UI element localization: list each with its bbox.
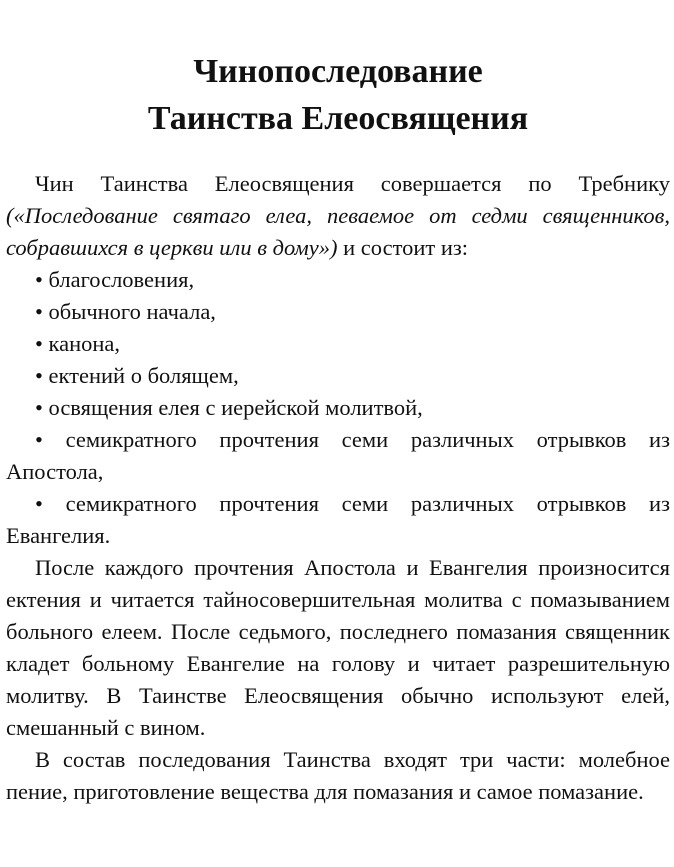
- list-item: • благословения,: [35, 267, 195, 292]
- title-line-1: Чинопоследование: [193, 53, 483, 90]
- list-item: • семикратного прочтения семи различных отрывков из Евангелия.: [6, 491, 670, 548]
- intro-text: Чин Таинства Елеосвящения совершается по Требнику: [35, 171, 670, 196]
- intro-paragraph: [6, 168, 670, 264]
- body-paragraph: В состав последования Таинства входят три части: молебное пение, приготовление вещества для помазания и самое помазание.: [6, 747, 670, 804]
- list-item: • канона,: [35, 331, 121, 356]
- list-item: • ектений о болящем,: [35, 363, 239, 388]
- body-paragraph: После каждого прочтения Апостола и Евангелия произносится ектения и читается тайносовершительная молитва с помазыванием больного елеем. После седьмого, последнего помазания священник кладет больному Евангелие на голову и читает разрешительную молитву. В Таинстве Елеосвящения обычно используют елей, смешанный с вином.: [6, 555, 670, 740]
- page-title: [6, 48, 670, 142]
- intro-italic-quote: («Последование святаго елеа, певаемое от седми священников, собравшихся в церкви или в дому»): [6, 203, 670, 260]
- list-item: • освящения елея с иерейской молитвой,: [35, 395, 423, 420]
- list-item: • обычного начала,: [35, 299, 216, 324]
- document-body: [6, 168, 670, 808]
- title-line-2: Таинства Елеосвящения: [147, 100, 529, 137]
- intro-text-end: и состоит из:: [337, 235, 469, 260]
- list-item: • семикратного прочтения семи различных отрывков из Апостола,: [6, 427, 670, 484]
